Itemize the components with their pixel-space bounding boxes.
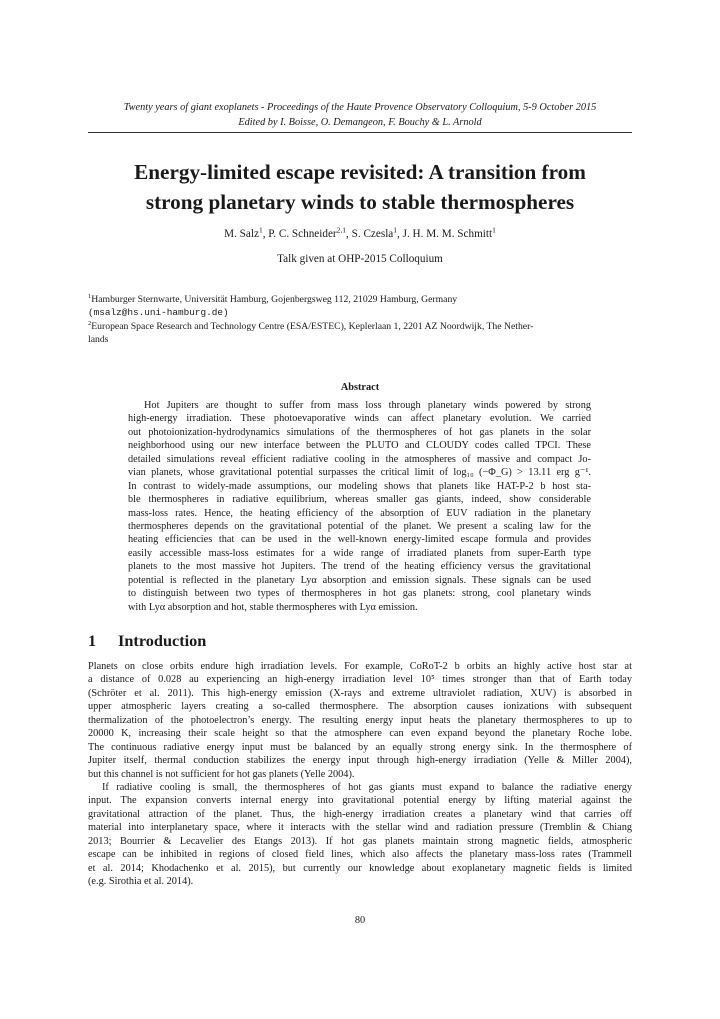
paper-title-line-2: strong planetary winds to stable thermospheres bbox=[145, 189, 575, 214]
affiliation-2-continued: lands bbox=[88, 334, 109, 346]
author-affiliation-mark: 2,1 bbox=[336, 225, 347, 235]
abstract-line: potential is reflected in the planetary Lyα absorption and emission signals. These signals can be used bbox=[128, 574, 591, 586]
body-line: et al. 2014; Khodachenko et al. 2015), but currently our knowledge about exoplanetary magnetic fields is limited bbox=[88, 862, 632, 874]
body-line: 2013; Bourrier & Lecavelier des Etangs 2013). If hot gas planets maintain strong magnetic fields, atmospheric bbox=[88, 835, 632, 847]
abstract-line: neighborhood using our new interface between the PLUTO and CLOUDY codes called TPCI. These bbox=[128, 440, 591, 452]
abstract-line: In contrast to widely-made assumptions, our modeling shows that planets like HAT-P-2 b host sta- bbox=[128, 480, 591, 492]
affiliation-text: Hamburger Sternwarte, Universität Hamburg, Gojenbergsweg 112, 21029 Hamburg, Germany bbox=[91, 294, 458, 305]
body-line: If radiative cooling is small, the thermospheres of hot gas giants must expand to balance the radiative energy bbox=[102, 781, 632, 793]
talk-note: Talk given at OHP-2015 Colloquium bbox=[277, 253, 443, 265]
body-line: (e.g. Sirothia et al. 2014). bbox=[88, 876, 194, 887]
body-line: upper atmospheric layers creating a so-called thermosphere. The absorption causes ionizations with subsequent bbox=[88, 701, 632, 713]
affiliation-number: 1 bbox=[88, 292, 92, 300]
section-title: Introduction bbox=[118, 631, 207, 650]
author-name: P. C. Schneider bbox=[268, 228, 337, 240]
abstract-line: thermospheres depends on the gravitational potential of the planet. We present a scaling law for the bbox=[128, 520, 591, 532]
abstract-heading: Abstract bbox=[340, 382, 380, 393]
paper-title bbox=[88, 158, 632, 217]
header-rule bbox=[88, 132, 632, 133]
body-line: thermalization of the photoelectron’s energy. The resulting energy input heats the planetary thermospheres to up to bbox=[88, 714, 632, 726]
affiliation-text: European Space Research and Technology Centre (ESA/ESTEC), Keplerlaan 1, 2201 AZ Noordwijk, The Nether- bbox=[91, 320, 534, 332]
section-number: 1 bbox=[88, 631, 97, 650]
body-line: material into interplanetary space, where it interacts with the stellar wind and radiation pressure (Tremblin & Chiang bbox=[88, 822, 632, 834]
affiliations bbox=[88, 293, 632, 347]
abstract-line: out photoionization-hydrodynamics simulations of the thermospheres of hot gas planets in the solar bbox=[128, 426, 591, 438]
body-line: input. The expansion converts internal energy into gravitational potential energy by lifting material against the bbox=[88, 795, 632, 807]
body-line: Planets on close orbits endure high irradiation levels. For example, CoRoT-2 b orbits an highly active host star at bbox=[88, 661, 632, 672]
affiliation-2 bbox=[88, 320, 632, 333]
abstract-line: high-energy irradiation. These photoevaporative winds can affect planetary evolution. We carried bbox=[128, 413, 591, 425]
affiliation-number: 2 bbox=[88, 319, 92, 327]
abstract-line: mass-loss rates. Hence, the heating efficiency of the absorption of EUV radiation in the planetary bbox=[128, 507, 591, 519]
abstract-body bbox=[128, 399, 591, 614]
abstract-line: planets to the most massive hot Jupiters. The trend of the heating efficiency versus the gravitational bbox=[128, 561, 591, 573]
abstract-line: Hot Jupiters are thought to suffer from mass loss through planetary winds powered by strong bbox=[144, 400, 591, 411]
abstract-line: ble thermospheres in radiative equilibrium, whereas smaller gas giants, indeed, show considerable bbox=[128, 494, 591, 506]
abstract-line: easily accessible mass-loss estimates for a wide range of irradiated planets from super-Earth type bbox=[128, 547, 591, 559]
body-line: (Schröter et al. 2011). This high-energy emission (X-rays and extreme ultraviolet radiation, XUV) is absorbed in bbox=[88, 687, 632, 699]
body-line: but this channel is not sufficient for hot gas planets (Yelle 2004). bbox=[88, 768, 355, 780]
affiliation-1 bbox=[88, 293, 632, 306]
section-heading bbox=[88, 631, 632, 651]
body-line: 20000 K, increasing their scale height so that the atmosphere can even expand beyond the planetary Roche lobe. bbox=[88, 728, 632, 740]
running-header-line-2: Edited by I. Boisse, O. Demangeon, F. Bouchy & L. Arnold bbox=[238, 116, 482, 128]
author-affiliation-mark: 1 bbox=[258, 225, 263, 235]
body-line: a distance of 0.028 au experiencing an high-energy irradiation level 10⁵ times stronger than that of Earth today bbox=[88, 674, 632, 686]
running-header bbox=[88, 101, 632, 130]
running-header-line-1: Twenty years of giant exoplanets - Proceedings of the Haute Provence Observatory Colloquium, 5-9 October 2015 bbox=[123, 102, 597, 113]
page-number: 80 bbox=[354, 915, 366, 926]
body-line: The continuous radiative energy input must be balanced by an equally strong energy sink. In the thermosphere of bbox=[88, 741, 632, 753]
author-affiliation-mark: 1 bbox=[492, 225, 496, 235]
abstract-line: with Lyα absorption and hot, stable thermospheres with Lyα emission. bbox=[128, 601, 418, 613]
body-line: escape can be inhibited in regions of closed field lines, which also affects the planetary mass-loss rates (Trammell bbox=[88, 849, 632, 861]
abstract-line: detailed simulations reveal efficient radiative cooling in the atmospheres of massive and compact Jo- bbox=[128, 453, 591, 465]
paper-title-line-1: Energy-limited escape revisited: A transition from bbox=[134, 160, 586, 184]
affiliation-email[interactable]: (msalz@hs.uni-hamburg.de) bbox=[88, 307, 229, 319]
author-affiliation-mark: 1 bbox=[393, 225, 398, 235]
abstract-line: to distinguish between two types of thermospheres in hot gas planets: strong, cool planetary winds bbox=[128, 588, 591, 600]
section-body bbox=[88, 660, 632, 888]
body-line: gravitational attraction of the planet. Thus, the high-energy irradiation creates a planetary wind that carries off bbox=[88, 808, 632, 820]
author-name: M. Salz bbox=[224, 228, 259, 240]
abstract-line: vian planets, whose gravitational potential surpasses the critical limit of log₁₀ (−Φ_G) > 13.11 erg g⁻¹. bbox=[128, 467, 591, 479]
author-list: M. Salz$^1$, P. C. Schneider$^{2,1}$, S. Czesla$^1$, J. H. M. M. Schmitt$^1$ bbox=[224, 225, 496, 240]
body-line: Jupiter itself, thermal conduction stabilizes the energy input through high-energy irradiation (Yelle & Miller 2004), bbox=[88, 755, 632, 767]
author-name: S. Czesla bbox=[351, 228, 394, 240]
abstract-line: heating efficiencies that can be used in the well-known energy-limited escape formula and provides bbox=[128, 534, 591, 546]
author-name: J. H. M. M. Schmitt bbox=[402, 228, 493, 240]
